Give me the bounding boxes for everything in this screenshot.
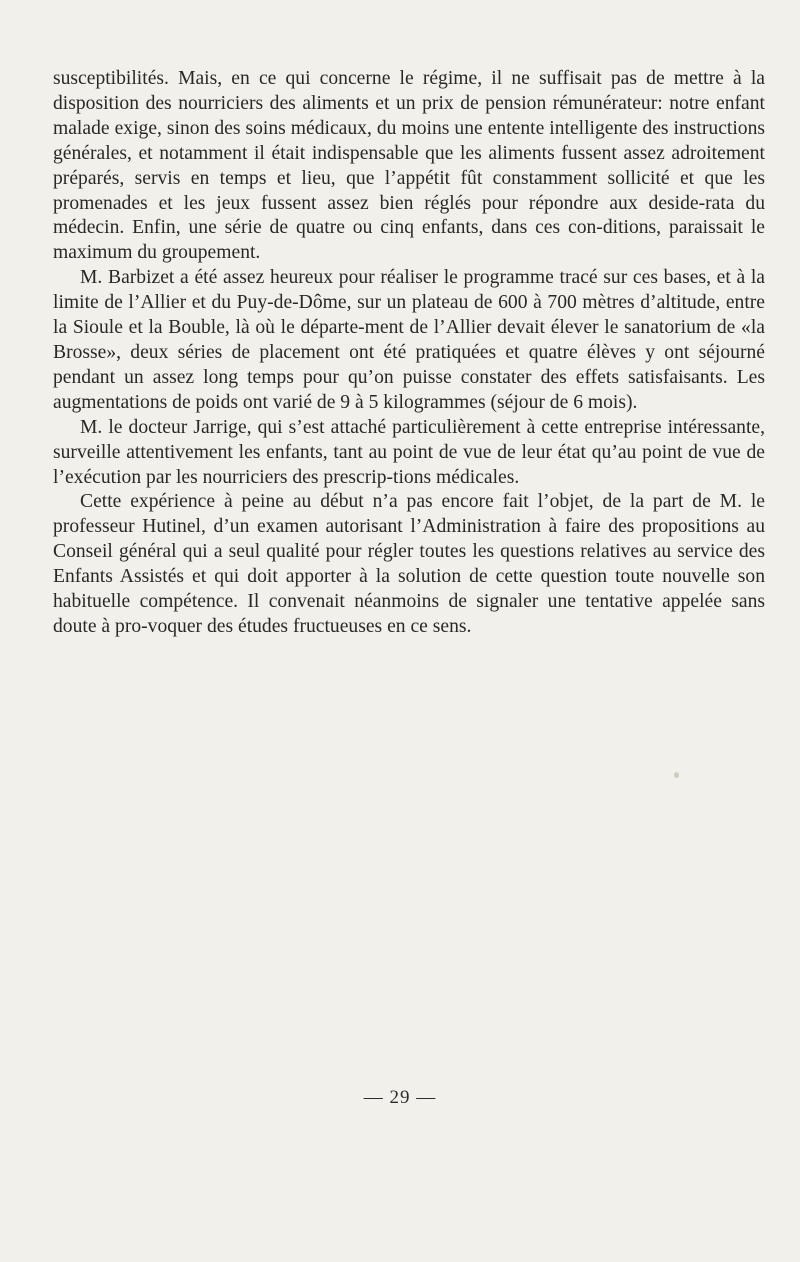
paragraph-4: Cette expérience à peine au début n’a pas encore fait l’objet, de la part de M. le professeur Hutinel, d’un examen autorisant l’Administration à faire des propositions au Conseil général qui a seul qualité pour régler toutes les questions relatives au service des Enfants Assistés et qui doit apporter à la solution de cette question toute nouvelle son habituelle compétence. Il convenait néanmoins de signaler une tentative appelée sans doute à pro-voquer des études fructueuses en ce sens. [53,491,765,637]
body-text [53,67,765,640]
paragraph-2: M. Barbizet a été assez heureux pour réaliser le programme tracé sur ces bases, et à la limite de l’Allier et du Puy-de-Dôme, sur un plateau de 600 à 700 mètres d’altitude, entre la Sioule et la Bouble, là où le départe-ment de l’Allier devait élever le sanatorium de «la Brosse», deux séries de placement ont été pratiquées et quatre élèves y ont séjourné pendant un assez long temps pour qu’on puisse constater des effets satisfaisants. Les augmentations de poids ont varié de 9 à 5 kilogrammes (séjour de 6 mois). [53,267,765,413]
paragraph-1: susceptibilités. Mais, en ce qui concerne le régime, il ne suffisait pas de mettre à la disposition des nourriciers des aliments et un prix de pension rémunérateur: notre enfant malade exige, sinon des soins médicaux, du moins une entente intelligente des instructions générales, et notamment il était indispensable que les aliments fussent assez adroitement préparés, servis en temps et lieu, que l’appétit fût constamment sollicité et que les promenades et les jeux fussent assez bien réglés pour répondre aux deside-rata du médecin. Enfin, une série de quatre ou cinq enfants, dans ces con-ditions, paraissait le maximum du groupement. [53,68,765,264]
paper-speck [674,772,679,778]
paragraph-3: M. le docteur Jarrige, qui s’est attaché particulièrement à cette entreprise intéressante, surveille attentivement les enfants, tant au point de vue de leur état qu’au point de vue de l’exécution par les nourriciers des prescrip-tions médicales. [53,416,765,488]
page-number: — 29 — [363,1087,437,1108]
